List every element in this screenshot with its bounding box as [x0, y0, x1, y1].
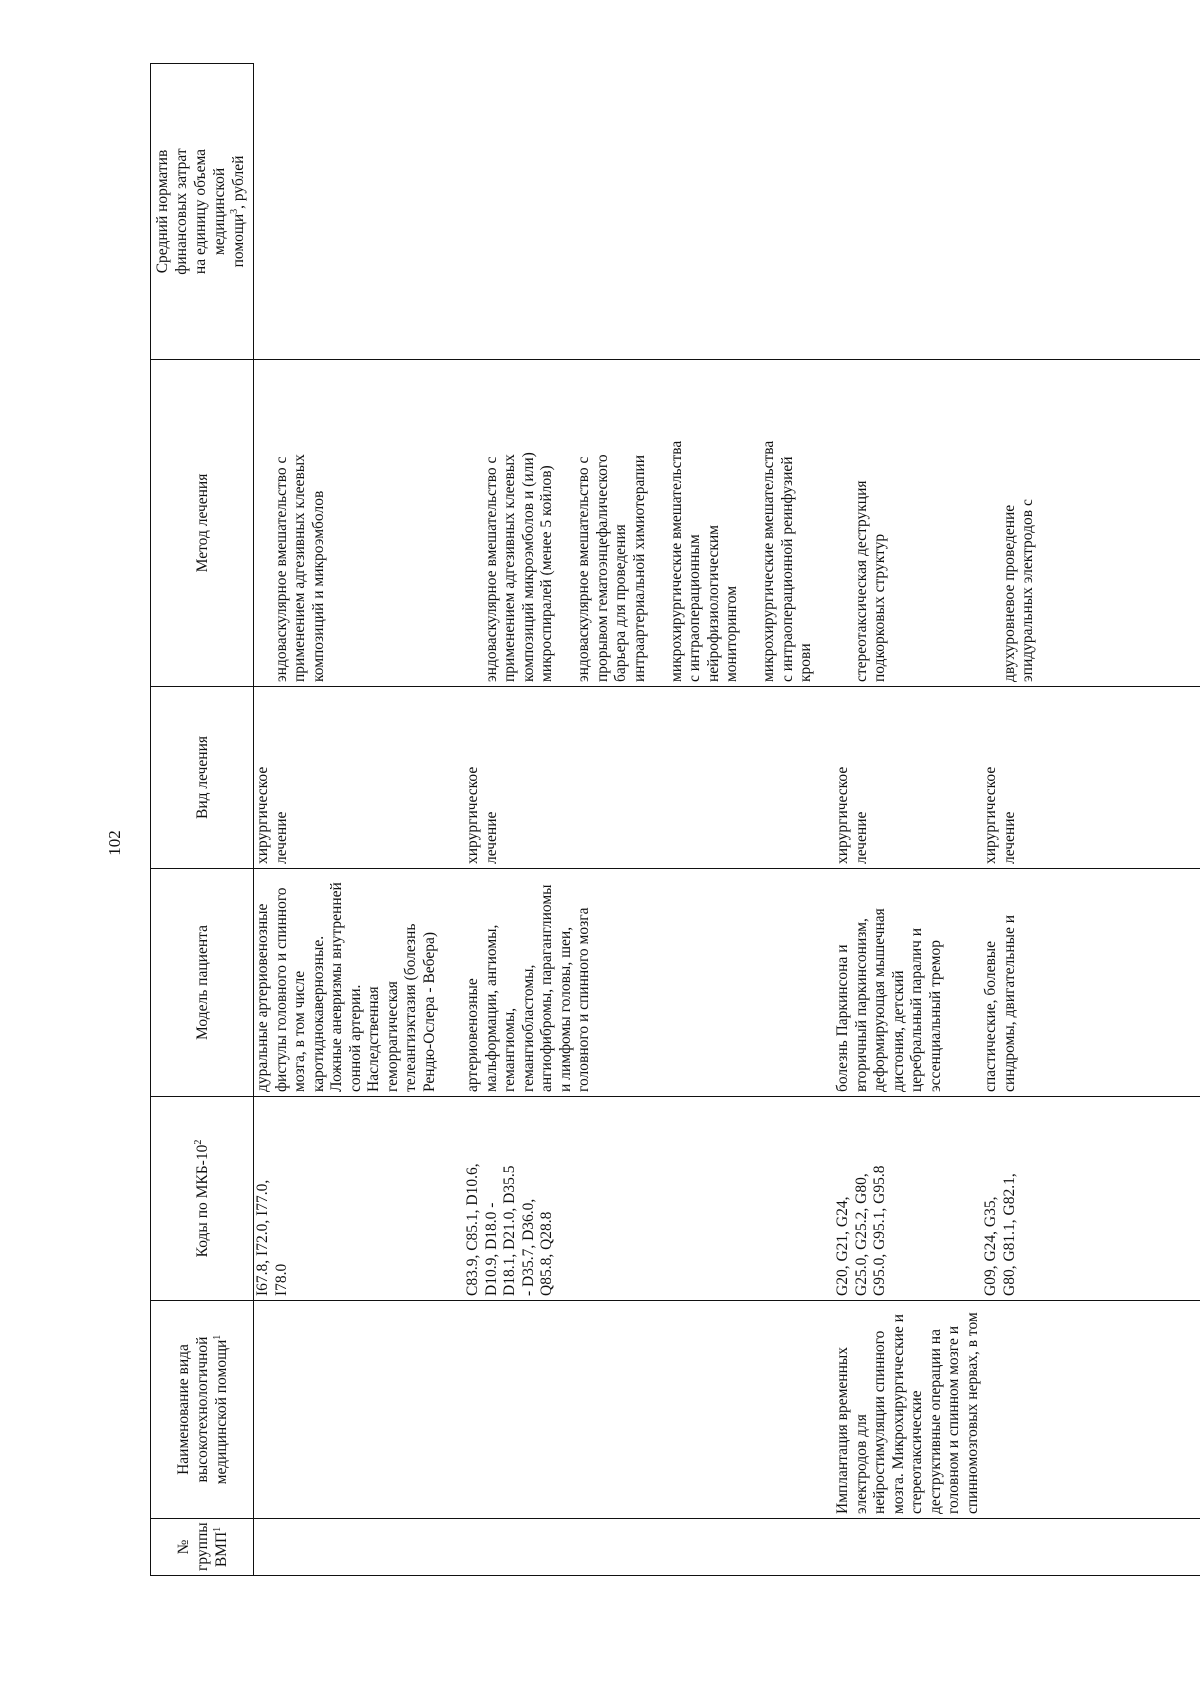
- header-treatment-type: Вид лечения: [151, 687, 254, 869]
- cell-treatment-type: хирургическое лечение: [834, 687, 982, 869]
- cell-name: Имплантация временных электродов для нейростимуляции спинного мозга. Микрохирургические и стереотаксические деструктивные операции на головном и спинном мозге и спинномозговых нервах, в том: [834, 1301, 982, 1519]
- cell-cost: [464, 64, 834, 360]
- cell-codes: G09, G24, G35, G80, G81.1, G82.1,: [982, 1097, 1200, 1301]
- cell-group: [982, 1519, 1200, 1576]
- cell-model: болезнь Паркинсона и вторичный паркинсонизм, деформирующая мышечная дистония, детский церебральный паралич и эссенциальный тремор: [834, 869, 982, 1097]
- table-row: [254, 64, 465, 1576]
- page-number: 102: [105, 830, 124, 856]
- cell-model: дуральные артериовенозные фистулы головного и спинного мозга, в том числе каротиднокавернозные. Ложные аневризмы внутренней сонной артерии. Наследственная геморрагическая телеангиэктазия (болезнь Рендю-Ослера - Вебера): [254, 869, 465, 1097]
- header-patient-model: Модель пациента: [151, 869, 254, 1097]
- cell-cost: [982, 64, 1200, 360]
- header-treatment-method: Метод лечения: [151, 360, 254, 687]
- cell-codes: C83.9, C85.1, D10.6, D10.9, D18.0 - D18.1, D21.0, D35.5 - D35.7, D36.0, Q85.8, Q28.8: [464, 1097, 834, 1301]
- header-icd-codes: Коды по МКБ-$10^2$: [151, 1097, 254, 1301]
- method-item: стереотаксическая деструкция подкорковых структур: [852, 480, 888, 682]
- table-row: [464, 64, 834, 1576]
- cell-model: спастические, болевые синдромы, двигательные и: [982, 869, 1200, 1097]
- method-item: двухуровневое проведение эпидуральных электродов с: [1000, 499, 1036, 682]
- header-vmp-name: Наименование вида высокотехнологичной медицинской помощи$^1$: [151, 1301, 254, 1519]
- cell-methods: [254, 360, 465, 687]
- cell-codes: I67.8, I72.0, I77.0, I78.0: [254, 1097, 465, 1301]
- cell-methods: [982, 360, 1200, 687]
- method-item: микрохирургические вмешательства с интраоперационной реинфузией крови: [760, 440, 814, 682]
- table-row: [982, 64, 1200, 1576]
- cell-cost: [254, 64, 465, 360]
- cell-methods: [464, 360, 834, 687]
- method-item: эндоваскулярное вмешательство с применением адгезивных клеевых композиций микроэмболов и (или) микроспиралей (менее 5 койлов): [482, 452, 555, 682]
- vmp-table: [150, 63, 1200, 1576]
- cell-group: [254, 1519, 465, 1576]
- cell-group: [834, 1519, 982, 1576]
- table-header-row: [151, 64, 254, 1576]
- rotated-table-container: [150, 64, 1090, 1576]
- header-group-number: № группы ВМП$^1$: [151, 1519, 254, 1576]
- method-item: микрохирургические вмешательства с интраоперационным нейрофизиологическим мониторингом: [667, 440, 740, 682]
- cell-codes: G20, G21, G24, G25.0, G25.2, G80, G95.0, G95.1, G95.8: [834, 1097, 982, 1301]
- cell-name: [464, 1301, 834, 1519]
- table-row: [834, 64, 982, 1576]
- cell-name: [982, 1301, 1200, 1519]
- cell-cost: [834, 64, 982, 360]
- cell-treatment-type: хирургическое лечение: [982, 687, 1200, 869]
- cell-treatment-type: хирургическое лечение: [254, 687, 465, 869]
- header-average-cost: Средний норматив финансовых затрат на единицу объема медицинской помощи$^3$, рублей: [151, 64, 254, 360]
- cell-model: артериовенозные мальформации, ангиомы, гемангиомы, гемангиобластомы, ангиофибромы, параганглиомы и лимфомы головы, шеи, головного и спинного мозга: [464, 869, 834, 1097]
- method-item: эндоваскулярное вмешательство с применением адгезивных клеевых композиций и микроэмболов: [272, 454, 327, 682]
- method-item: эндоваскулярное вмешательство с прорывом гематоэнцефалического барьера для проведения интраартериальной химиотерапии: [575, 454, 648, 682]
- cell-methods: [834, 360, 982, 687]
- cell-name: [254, 1301, 465, 1519]
- cell-treatment-type: хирургическое лечение: [464, 687, 834, 869]
- cell-group: [464, 1519, 834, 1576]
